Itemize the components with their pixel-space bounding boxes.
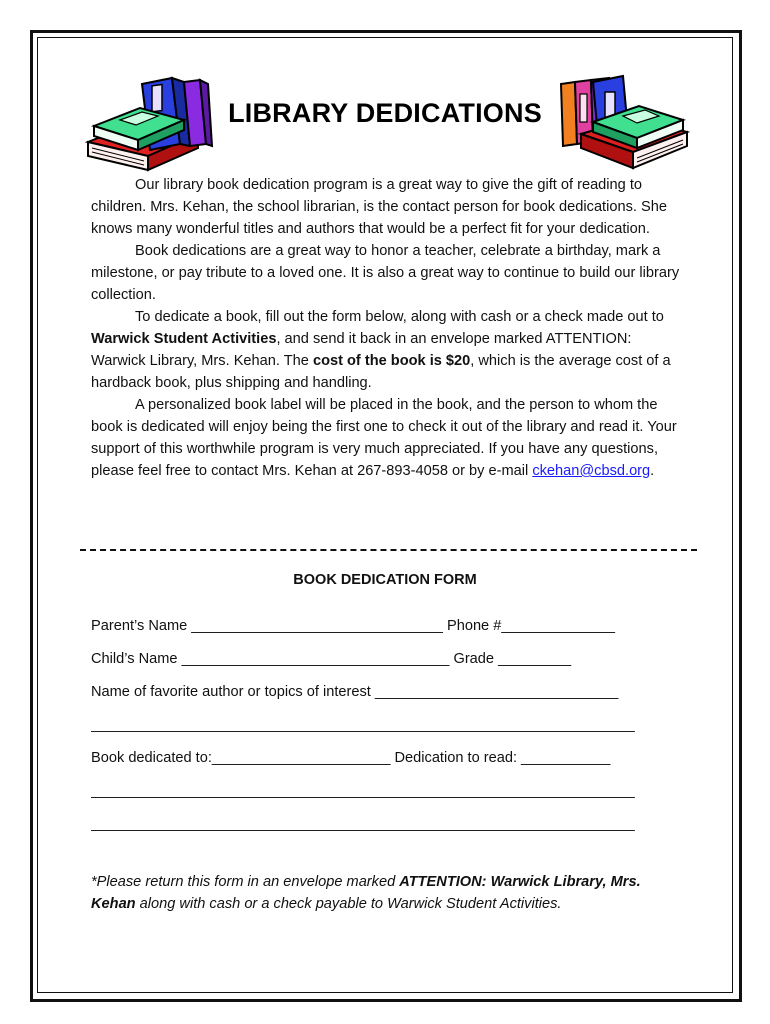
favorite-author-continued-field[interactable]: ___________________________________________________________________	[91, 717, 635, 733]
return-instructions	[91, 871, 681, 915]
dedicated-to-field[interactable]: Book dedicated to:______________________ Dedication to read: ___________	[91, 750, 611, 766]
cut-line-divider	[80, 549, 697, 551]
child-name-grade-field[interactable]: Child’s Name _________________________________ Grade _________	[91, 651, 572, 667]
paragraph-4	[91, 394, 681, 482]
paragraph-3-part-b: , and send it back in an envelope marked ATTENTION: Warwick Library, Mrs. Kehan. The	[91, 331, 632, 369]
note-attention: ATTENTION: Warwick Library, Mrs. Kehan	[91, 874, 641, 912]
email-link[interactable]: ckehan@cbsd.org	[532, 463, 651, 479]
book-cost: cost of the book is $20	[312, 353, 471, 369]
dedication-text-field-1[interactable]: ___________________________________________________________________	[91, 783, 635, 799]
paragraph-2: Book dedications are a great way to honor a teacher, celebrate a birthday, mark a milestone, or pay tribute to a loved one. It is also a great way to continue to build our library collection.	[91, 243, 680, 303]
note-part-a: *Please return this form in an envelope marked	[91, 874, 400, 890]
dedication-text-field-2[interactable]: ___________________________________________________________________	[91, 816, 635, 832]
paragraph-3	[91, 306, 681, 394]
form-title: BOOK DEDICATION FORM	[293, 572, 477, 588]
paragraph-4-end: .	[650, 463, 655, 479]
paragraph-3-part-c: , which is the average cost of a hardback book, plus shipping and handling.	[91, 353, 671, 391]
favorite-author-field[interactable]: Name of favorite author or topics of interest ______________________________	[91, 684, 619, 700]
intro-text	[91, 174, 681, 482]
paragraph-1: Our library book dedication program is a great way to give the gift of reading to children. Mrs. Kehan, the school librarian, is the contact person for book dedications. She knows many wonderful titles and authors that would be a perfect fit for your dedication.	[91, 177, 667, 237]
payee-name: Warwick Student Activities	[91, 331, 277, 347]
note-part-b: along with cash or a check payable to Warwick Student Activities.	[135, 896, 562, 912]
page-title: LIBRARY DEDICATIONS	[228, 98, 542, 128]
parent-name-phone-field[interactable]: Parent’s Name _______________________________ Phone #______________	[91, 618, 615, 634]
paragraph-4-part-a: A personalized book label will be placed in the book, and the person to whom the book is dedicated will enjoy being the first one to check it out of the library and read it. Your support of this worthwhile program is very much appreciated. If you have any questions, please feel free to contact Mrs. Kehan at 267-893-4058 or by e-mail	[91, 397, 677, 479]
paragraph-3-part-a: To dedicate a book, fill out the form below, along with cash or a check made out to	[135, 309, 664, 325]
